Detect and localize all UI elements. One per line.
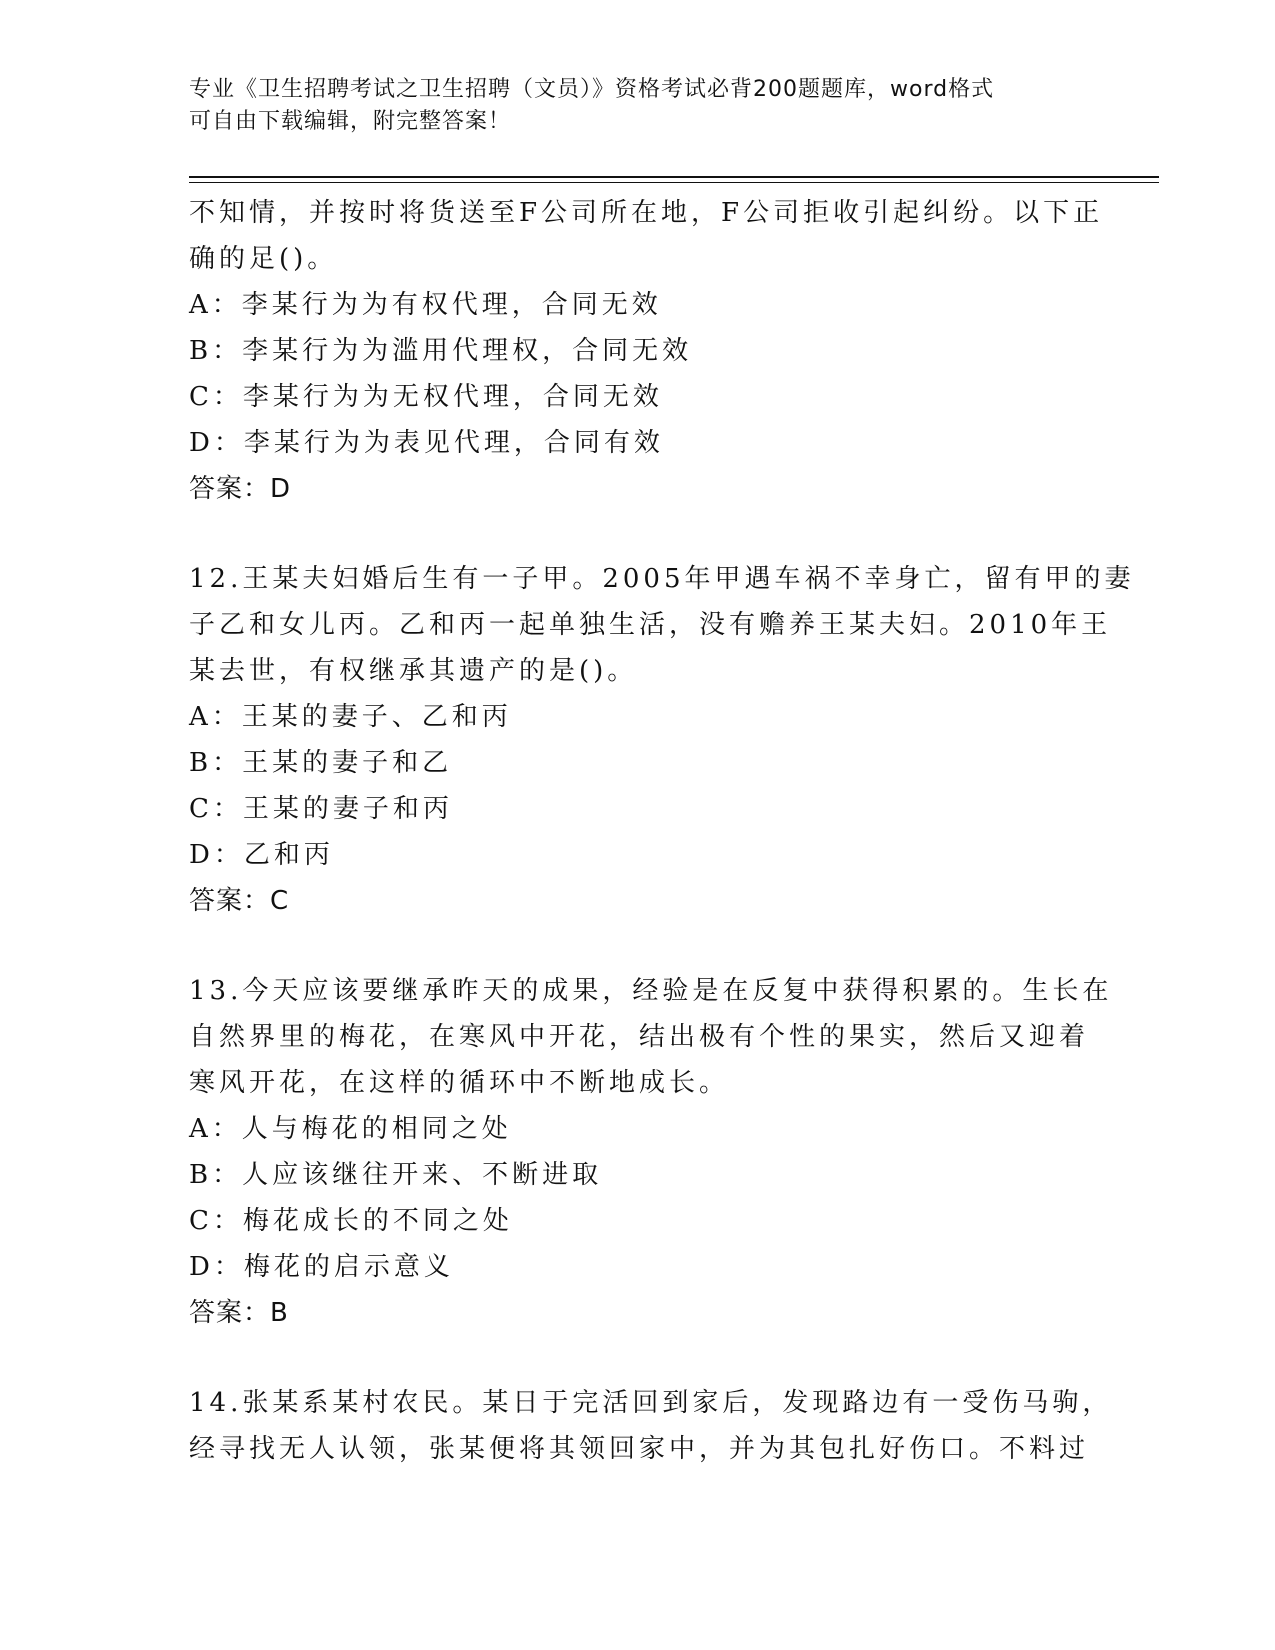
question-11 [189,190,1104,512]
question-13-stem-line: 寒风开花，在这样的循环中不断地成长。 [189,1068,730,1098]
question-12-option-a: A：王某的妻子、乙和丙 [189,702,512,732]
question-11-stem-line: 确的足()。 [189,244,338,274]
question-11-option-a: A：李某行为为有权代理，合同无效 [189,290,662,320]
document-header [189,74,1089,138]
question-12-option-c: C：王某的妻子和丙 [189,794,453,824]
question-12-option-d: D：乙和丙 [189,840,334,870]
question-12-stem-line: 12.王某夫妇婚后生有一子甲。2005年甲遇车祸不幸身亡，留有甲的妻 [189,564,1135,594]
question-11-option-b: B：李某行为为滥用代理权，合同无效 [189,336,693,366]
question-spacer [189,512,1089,556]
question-spacer [189,1336,1089,1380]
header-title-line-2: 可自由下载编辑，附完整答案！ [189,109,512,134]
question-12-option-b: B：王某的妻子和乙 [189,748,453,778]
question-13-option-b: B：人应该继往开来、不断进取 [189,1160,603,1190]
question-11-option-d: D：李某行为为表见代理，合同有效 [189,428,664,458]
question-11-option-c: C：李某行为为无权代理，合同无效 [189,382,663,412]
question-12-answer: 答案：C [189,886,290,916]
question-13-answer: 答案：B [189,1298,289,1328]
header-rule-thick [189,176,1159,178]
question-content [189,190,1135,1472]
question-13-option-c: C：梅花成长的不同之处 [189,1206,513,1236]
question-12-stem-line: 子乙和女儿丙。乙和丙一起单独生活，没有赡养王某夫妇。2010年王 [189,610,1112,640]
header-title-line-1: 专业《卫生招聘考试之卫生招聘（文员）》资格考试必背200题题库，word格式 [189,77,995,102]
question-14-stem-line: 14.张某系某村农民。某日于完活回到家后，发现路边有一受伤马驹， [189,1388,1113,1418]
question-13-stem-line: 13.今天应该要继承昨天的成果，经验是在反复中获得积累的。生长在 [189,976,1113,1006]
question-spacer [189,924,1089,968]
question-12-stem-line: 某去世，有权继承其遗产的是()。 [189,656,638,686]
question-14 [189,1380,1113,1472]
question-14-stem-line: 经寻找无人认领，张某便将其领回家中，并为其包扎好伤口。不料过 [189,1434,1090,1464]
question-11-stem-line: 不知情，并按时将货送至F公司所在地，F公司拒收引起纠纷。以下正 [189,198,1104,228]
header-rule-thin [189,182,1159,183]
question-13-option-a: A：人与梅花的相同之处 [189,1114,512,1144]
question-12 [189,556,1135,924]
question-13-option-d: D：梅花的启示意义 [189,1252,454,1282]
question-13 [189,968,1113,1336]
question-13-stem-line: 自然界里的梅花，在寒风中开花，结出极有个性的果实，然后又迎着 [189,1022,1090,1052]
question-11-answer: 答案：D [189,474,292,504]
